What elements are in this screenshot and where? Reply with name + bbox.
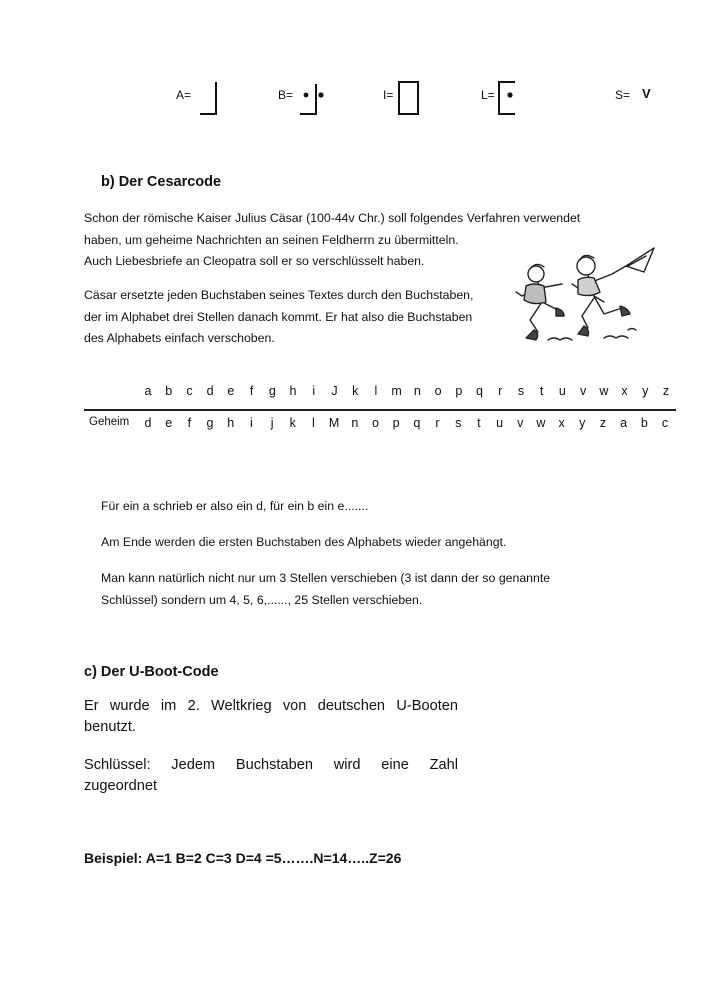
cesar-note-example: Für ein a schrieb er also ein d, für ein b ein e....... <box>101 499 369 513</box>
cesar-explanation-line: Cäsar ersetzte jeden Buchstaben seines Textes durch den Buchstaben, <box>84 288 474 302</box>
plain-letter: J <box>331 384 338 398</box>
plain-alphabet-row <box>0 384 707 400</box>
secret-row-label: Geheim <box>89 416 130 428</box>
secret-letter: j <box>270 416 274 430</box>
cesar-explanation <box>84 285 473 350</box>
secret-letter: p <box>392 416 400 430</box>
secret-letter: z <box>599 416 607 430</box>
secret-letter: o <box>371 416 379 430</box>
uboot-key-line: zugeordnet <box>84 778 158 794</box>
cesar-note-key-line: Schlüssel) sondern um 4, 5, 6,......, 25 Stellen verschieben. <box>101 592 423 607</box>
plain-letter: s <box>517 384 525 398</box>
plain-letter: w <box>599 384 609 398</box>
secret-letter: w <box>536 416 546 430</box>
secret-letter: s <box>455 416 462 430</box>
plain-letter: g <box>268 384 276 398</box>
secret-letter: n <box>351 416 359 430</box>
secret-letter: l <box>312 416 315 430</box>
secret-letter: f <box>187 416 192 430</box>
plain-letter: p <box>455 384 463 398</box>
symbol-s-label: S= <box>615 88 631 102</box>
symbol-l-label: L= <box>481 88 495 102</box>
secret-letter: y <box>579 416 586 430</box>
secret-letter: t <box>477 416 481 430</box>
pigpen-l-glyph <box>497 80 521 120</box>
secret-letter: u <box>496 416 504 430</box>
secret-letter: d <box>144 416 152 430</box>
secret-letter: h <box>227 416 235 430</box>
plain-letter: k <box>352 384 359 398</box>
secret-letter: b <box>640 416 648 430</box>
secret-letter: q <box>413 416 421 430</box>
alphabet-divider <box>84 409 676 411</box>
secret-letter: x <box>558 416 565 430</box>
plain-letter: t <box>539 384 544 398</box>
uboot-example: Beispiel: A=1 B=2 C=3 D=4 =5…….N=14…..Z=26 <box>84 850 402 866</box>
pigpen-a-glyph <box>198 80 222 120</box>
plain-letter: u <box>558 384 566 398</box>
cesar-intro-line: haben, um geheime Nachrichten an seinen Feldherrn zu übermitteln. <box>84 232 459 247</box>
plain-letter: q <box>476 384 483 398</box>
cesar-intro-line: Schon der römische Kaiser Julius Cäsar (100-44v Chr.) soll folgendes Verfahren verwendet <box>84 211 581 225</box>
cesar-note-key <box>101 568 550 611</box>
secret-letter: r <box>435 416 440 430</box>
secret-letter: M <box>328 416 340 430</box>
symbol-b-label: B= <box>278 88 294 102</box>
cesar-note-wraparound: Am Ende werden die ersten Buchstaben des Alphabets wieder angehängt. <box>101 535 507 549</box>
secret-letter: k <box>289 416 296 430</box>
plain-letter: e <box>227 384 235 398</box>
plain-letter: r <box>498 384 503 398</box>
plain-letter: a <box>144 384 152 398</box>
plain-letter: l <box>374 384 378 398</box>
plain-letter: i <box>312 384 316 398</box>
plain-letter: d <box>206 384 214 398</box>
cesar-explanation-line: der im Alphabet drei Stellen danach kommt. Er hat also die Buchstaben <box>84 309 473 324</box>
uboot-key-line: Schlüssel: Jedem Buchstaben wird eine Zahl <box>84 757 458 773</box>
plain-letter: y <box>642 384 649 398</box>
plain-letter: x <box>621 384 628 398</box>
plain-letter: c <box>186 384 193 398</box>
secret-letter: v <box>517 416 524 430</box>
cesar-explanation-line: des Alphabets einfach verschoben. <box>84 331 275 345</box>
plain-letter: o <box>434 384 442 398</box>
uboot-paragraph-history: Er wurde im 2. Weltkrieg von deutschen U-Booten benutzt. <box>84 698 458 735</box>
running-romans-illustration <box>508 244 658 346</box>
secret-alphabet-row <box>0 416 707 432</box>
plain-letter: v <box>579 384 587 398</box>
symbol-i-label: I= <box>383 88 394 102</box>
plain-letter: z <box>662 384 670 398</box>
secret-letter: c <box>661 416 669 430</box>
symbol-s-value: V <box>642 86 651 101</box>
pigpen-b-glyph <box>298 80 328 120</box>
secret-letter: a <box>620 416 628 430</box>
secret-letter: g <box>206 416 214 430</box>
cesar-intro-line: Auch Liebesbriefe an Cleopatra soll er so verschlüsselt haben. <box>84 254 425 268</box>
cesar-intro <box>84 208 580 273</box>
plain-letter: b <box>165 384 173 398</box>
cesar-note-key-line: Man kann natürlich nicht nur um 3 Stellen verschieben (3 ist dann der so genannte <box>101 571 551 585</box>
plain-letter: f <box>249 384 254 398</box>
plain-letter: m <box>391 384 402 398</box>
pigpen-i-glyph <box>397 80 421 120</box>
uboot-paragraph-key <box>84 755 458 797</box>
cesar-heading: b) Der Cesarcode <box>101 174 222 190</box>
uboot-heading: c) Der U-Boot-Code <box>84 664 219 680</box>
secret-letter: i <box>250 416 253 430</box>
plain-letter: n <box>413 384 421 398</box>
symbol-a-label: A= <box>176 88 192 102</box>
plain-letter: h <box>289 384 297 398</box>
secret-letter: e <box>165 416 173 430</box>
